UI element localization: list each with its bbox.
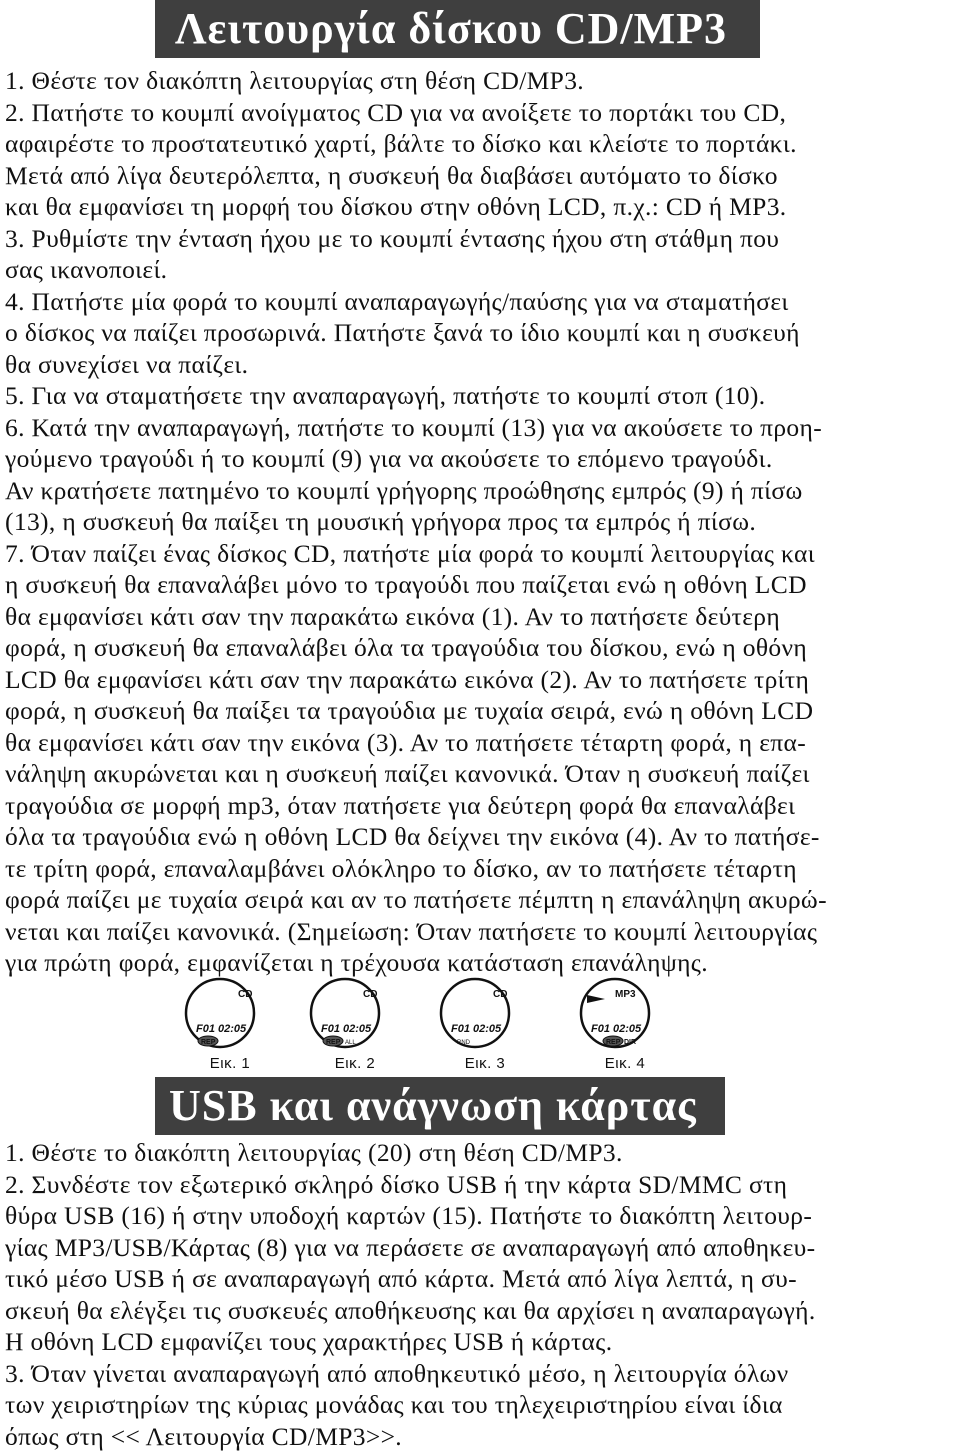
usb-card-instructions [5,1137,957,1452]
lcd-track: F01 [196,1023,215,1035]
text-line: 2. Πατήστε το κουμπί ανοίγματος CD για να ανοίξετε το πορτάκι του CD, [5,97,787,127]
text-line: τικό μέσο USB ή σε αναπαραγωγή από κάρτα. Μετά από λίγα λεπτά, η συ- [5,1264,797,1293]
text-line: και θα εμφανίσει τη μορφή του δίσκου στην οθόνη LCD, π.χ.: CD ή MP3. [5,192,787,221]
figure-caption: Εικ. 3 [464,1055,506,1072]
lcd-track: F01 [321,1023,340,1035]
text-line: θα συνεχίσει να παίζει. [5,349,249,379]
text-line: γούμενο τραγούδι ή το κουμπί (9) για να ακούσετε το επόμενο τραγούδι. [5,444,773,473]
text-line: τε τρίτη φορά, επαναλαμβάνει ολόκληρο το δίσκο, αν το πατήσετε τέταρτη [5,853,797,883]
lcd-subtag: DIR [624,1039,637,1046]
lcd-tag: REP [326,1039,341,1046]
lcd-display-icon [435,975,535,1055]
lcd-figures [180,975,700,1075]
lcd-display-icon [305,975,405,1055]
text-line: LCD θα εμφανίσει κάτι σαν την παρακάτω εικόνα (2). Αν το πατήσετε τρίτη [5,664,810,694]
section-title-cd-mp3: Λειτουργία δίσκου CD/MP3 [155,0,760,58]
text-line: 7. Όταν παίζει ένας δίσκος CD, πατήστε μία φορά το κουμπί λειτουργίας και [5,538,815,568]
text-line: 3. Όταν γίνεται αναπαραγωγή από αποθηκευτικό μέσο, η λειτουργία όλων [5,1358,789,1388]
text-line: φορά, η συσκευή θα παίξει τα τραγούδια με τυχαία σειρά, ενώ η οθόνη LCD [5,696,814,725]
lcd-figure-3 [435,975,535,1075]
lcd-tag: REP [201,1039,216,1046]
text-line: 1. Θέστε το διακόπτη λειτουργίας (20) στη θέση CD/MP3. [5,1138,623,1167]
text-line: των χειριστηρίων της κύριας μονάδας και του τηλεχειριστηρίου είναι ίδια [5,1390,783,1419]
text-line: θα εμφανίσει κάτι σαν την παρακάτω εικόνα (1). Αν το πατήσετε δεύτερη [5,601,781,631]
text-line: 6. Κατά την αναπαραγωγή, πατήστε το κουμπί (13) για να ακούσετε το προη- [5,412,823,442]
text-line: Η οθόνη LCD εμφανίζει τους χαρακτήρες USB ή κάρτας. [5,1327,613,1356]
lcd-time: 02:05 [473,1023,502,1035]
text-line: νάληψη ακυρώνεται και η συσκευή παίζει κανονικά. Όταν η συσκευή παίζει [5,759,810,788]
text-line: Μετά από λίγα δευτερόλεπτα, η συσκευή θα διαβάσει αυτόματο το δίσκο [5,160,778,190]
lcd-format: CD [238,989,253,1000]
text-line: Αν κρατήσετε πατημένο το κουμπί γρήγορης προώθησης εμπρός (9) ή πίσω [5,475,803,505]
lcd-time: 02:05 [218,1023,247,1035]
text-line: (13), η συσκευή θα παίξει τη μουσική γρήγορα προς τα εμπρός ή πίσω. [5,507,757,536]
text-line: φορά παίζει με τυχαία σειρά και αν το πατήσετε πέμπτη η επανάληψη ακυρώ- [5,885,827,914]
cd-mp3-instructions [5,65,957,979]
text-line: ο δίσκος να παίζει προσωρινά. Πατήστε ξανά το ίδιο κουμπί και η συσκευή [5,318,800,347]
lcd-time: 02:05 [613,1023,642,1035]
text-line: για πρώτη φορά, εμφανίζεται η τρέχουσα κατάσταση επανάληψης. [5,948,708,977]
lcd-track: F01 [451,1023,470,1035]
text-line: η συσκευή θα επαναλάβει μόνο το τραγούδι που παίζεται ενώ η οθόνη LCD [5,570,807,599]
lcd-format: MP3 [615,989,636,1000]
lcd-track: F01 [591,1023,610,1035]
text-line: όπως στη << Λειτουργία CD/MP3>>. [5,1421,403,1451]
lcd-time: 02:05 [343,1023,372,1035]
text-line: γίας MP3/USB/Κάρτας (8) για να περάσετε σε αναπαραγωγή από αποθηκευ- [5,1232,816,1262]
text-line: 4. Πατήστε μία φορά το κουμπί αναπαραγωγής/παύσης για να σταματήσει [5,286,789,316]
lcd-format: CD [493,989,508,1000]
lcd-figure-1 [180,975,280,1075]
text-line: 5. Για να σταματήσετε την αναπαραγωγή, πατήστε το κουμπί στοπ (10). [5,381,766,410]
lcd-subtag: RND [457,1040,470,1046]
section-title-usb-card: USB και ανάγνωση κάρτας [155,1077,725,1135]
lcd-subtag: ALL [345,1040,356,1046]
lcd-figure-4 [575,975,675,1075]
figure-caption: Εικ. 1 [209,1055,251,1072]
text-line: τραγούδια σε μορφή mp3, όταν πατήσετε για δεύτερη φορά θα επαναλάβει [5,790,796,820]
text-line: φορά, η συσκευή θα επαναλάβει όλα τα τραγούδια του δίσκου, ενώ η οθόνη [5,633,808,662]
text-line: όλα τα τραγούδια ενώ η οθόνη LCD θα δείχνει την εικόνα (4). Αν το πατήσε- [5,822,820,851]
text-line: θα εμφανίσει κάτι σαν την εικόνα (3). Αν το πατήσετε τέταρτη φορά, η επα- [5,727,807,757]
lcd-figure-2 [305,975,405,1075]
text-line: σκευή θα ελέγξει τις συσκευές αποθήκευσης και θα αρχίσει η αναπαραγωγή. [5,1295,816,1325]
text-line: θύρα USB (16) ή στην υποδοχή καρτών (15). Πατήστε το διακόπτη λειτουρ- [5,1201,813,1230]
text-line: αφαιρέστε το προστατευτικό χαρτί, βάλτε το δίσκο και κλείστε το πορτάκι. [5,129,797,158]
text-line: 1. Θέστε τον διακόπτη λειτουργίας στη θέση CD/MP3. [5,66,585,95]
text-line: νεται και παίζει κανονικά. (Σημείωση: Όταν πατήσετε το κουμπί λειτουργίας [5,916,818,946]
lcd-format: CD [363,989,378,1000]
text-line: 3. Ρυθμίστε την ένταση ήχου με το κουμπί έντασης ήχου στη στάθμη που [5,223,780,253]
lcd-display-icon [575,975,675,1055]
lcd-display-icon [180,975,280,1055]
lcd-tag: REP [606,1039,621,1046]
figure-caption: Εικ. 4 [604,1055,646,1072]
text-line: 2. Συνδέστε τον εξωτερικό σκληρό δίσκο USB ή την κάρτα SD/MMC στη [5,1169,788,1199]
figure-caption: Εικ. 2 [334,1055,376,1072]
text-line: σας ικανοποιεί. [5,255,168,284]
